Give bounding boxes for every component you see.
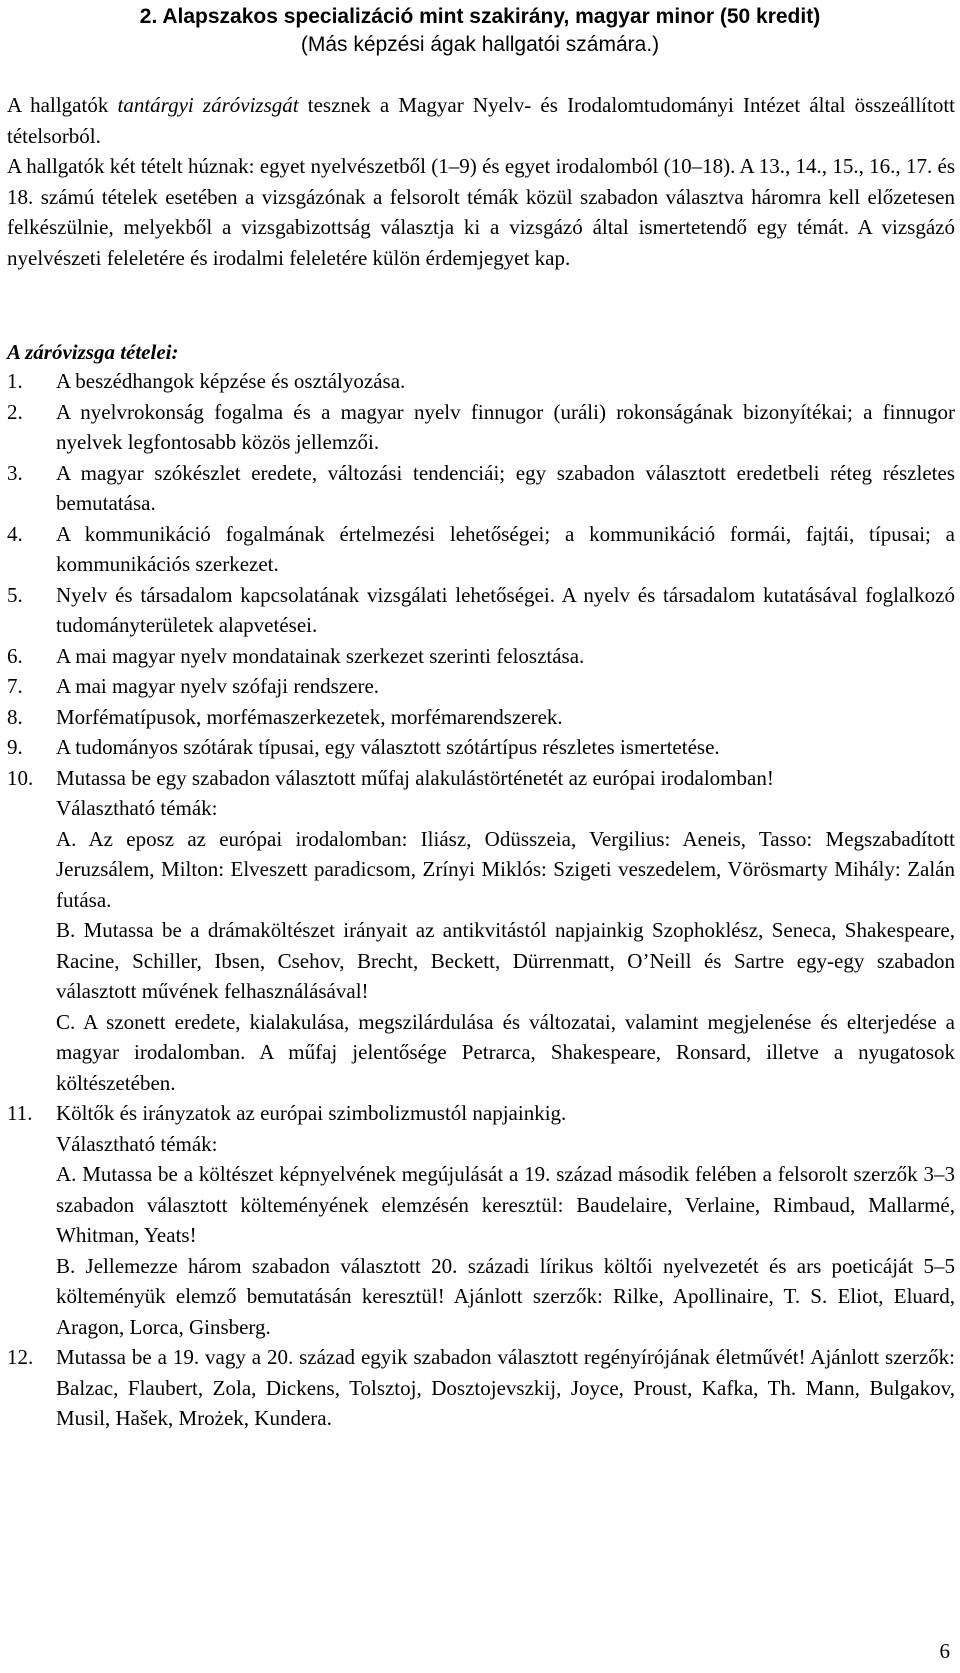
item-text: A tudományos szótárak típusai, egy választott szótártípus részletes ismertetése. — [56, 735, 720, 759]
page-subtitle: (Más képzési ágak hallgatói számára.) — [300, 33, 660, 56]
section-heading: A záróvizsga tételei: — [7, 340, 179, 364]
item-body — [56, 671, 955, 702]
item-text: Morfématípusok, morfémaszerkezetek, morfémarendszerek. — [56, 704, 563, 729]
intro-text: A hallgatók két tételt húznak: egyet nyelvészetből (1–9) és egyet irodalomból (10–18). A 13., 14., 15., 16., 17. és 18. számú tételek esetében a vizsgázónak a felsorolt témák közül szabadon választva háromra kell előzetesen felkészülnie, melyekből a vizsgabizottság választja ki a vizsgázó által ismertetendő egy témát. A vizsgázó nyelvészeti feleletére és irodalmi feleletére külön érdemjegyet kap. — [7, 154, 955, 270]
item-text: Nyelv és társadalom kapcsolatának vizsgálati lehetőségei. A nyelv és társadalom kutatásával foglalkozó tudományterületek alapvetései. — [56, 582, 955, 637]
item-body — [56, 519, 955, 580]
item-body — [56, 458, 955, 519]
item-text: A beszédhangok képzése és osztályozása. — [56, 369, 406, 393]
topic-option: B. Mutassa be a drámaköltészet irányait az antikvitástól napjainkig Szophoklész, Seneca, Shakespeare, Racine, Schiller, Ibsen, Csehov, Brecht, Beckett, Dürrenmatt, O’Neill és Sartre egy-egy szabadon választott művének felhasználásával! — [56, 918, 955, 1003]
item-number: 5. — [7, 582, 23, 607]
item-number: 7. — [7, 674, 23, 698]
topics-label: Választható témák: — [56, 796, 218, 820]
intro-emphasis: tantárgyi záróvizsgát — [117, 93, 299, 117]
item-text: Mutassa be egy szabadon választott műfaj alakulástörténetét az európai irodalomban! — [56, 765, 774, 790]
item-body — [56, 580, 955, 641]
intro-paragraph-1 — [7, 90, 955, 151]
item-number: 11. — [7, 1101, 33, 1125]
item-number: 1. — [7, 369, 23, 393]
item-body — [56, 732, 955, 763]
item-number: 6. — [7, 643, 23, 668]
item-body — [56, 641, 955, 672]
page-title: 2. Alapszakos specializáció mint szakirány, magyar minor (50 kredit) — [139, 5, 821, 28]
item-body — [56, 763, 955, 1099]
intro-text: tesznek a Magyar Nyelv- és Irodalomtudományi Intézet által összeállított tételsorból. — [7, 93, 955, 148]
item-text: Mutassa be a 19. vagy a 20. század egyik szabadon választott regényírójának életművét! Ajánlott szerzők: Balzac, Flaubert, Zola, Dickens, Tolsztoj, Dosztojevszkij, Joyce, Proust, Kafka, Th. Mann, Bulgakov, Musil, Hašek, Mrożek, Kundera. — [56, 1345, 955, 1430]
list-item — [7, 702, 955, 733]
item-number: 3. — [7, 460, 23, 485]
intro-text: A hallgatók — [7, 93, 118, 117]
list-item — [7, 1098, 955, 1342]
list-item — [7, 671, 955, 702]
list-item — [7, 519, 955, 580]
item-number: 4. — [7, 521, 23, 546]
item-body — [56, 366, 955, 397]
item-body — [56, 397, 955, 458]
exam-topic-list — [7, 366, 955, 1434]
topic-option: C. A szonett eredete, kialakulása, megszilárdulása és változatai, valamint megjelenése és elterjedése a magyar irodalomban. A műfaj jelentősége Petrarca, Shakespeare, Ronsard, illetve a nyugatosok költészetében. — [56, 1009, 955, 1095]
item-text: Költők és irányzatok az európai szimbolizmustól napjainkig. — [56, 1101, 567, 1125]
item-number: 10. — [7, 765, 34, 790]
item-number: 9. — [7, 735, 23, 759]
item-body — [56, 702, 955, 733]
item-number: 12. — [7, 1345, 34, 1369]
item-text: A nyelvrokonság fogalma és a magyar nyelv finnugor (uráli) rokonságának bizonyítékai; a finnugor nyelvek legfontosabb közös jellemzői. — [56, 399, 955, 454]
item-body — [56, 1098, 955, 1342]
list-item — [7, 1342, 955, 1434]
list-item — [7, 732, 955, 763]
topic-option: B. Jellemezze három szabadon választott 20. századi lírikus költői nyelvezetét és ars poeticáját 5–5 költeményük elemző bemutatásán keresztül! Ajánlott szerzők: Rilke, Apollinaire, T. S. Eliot, Eluard, Aragon, Lorca, Ginsberg. — [56, 1253, 955, 1339]
item-body — [56, 1342, 955, 1434]
topic-option: A. Mutassa be a költészet képnyelvének megújulását a 19. század második felében a felsorolt szerzők 3–3 szabadon választott költeményének elemzésén keresztül: Baudelaire, Verlaine, Rimbaud, Mallarmé, Whitman, Yeats! — [56, 1162, 955, 1247]
item-text: A mai magyar nyelv szófaji rendszere. — [56, 674, 380, 698]
item-number: 8. — [7, 704, 23, 729]
list-item — [7, 397, 955, 458]
list-item — [7, 641, 955, 672]
list-item — [7, 458, 955, 519]
list-item — [7, 763, 955, 1099]
list-item — [7, 580, 955, 641]
list-item — [7, 366, 955, 397]
item-text: A kommunikáció fogalmának értelmezési lehetőségei; a kommunikáció formái, fajtái, típusai; a kommunikációs szerkezet. — [56, 521, 955, 576]
page-number: 6 — [939, 1639, 950, 1663]
item-number: 2. — [7, 399, 23, 424]
topics-label: Választható témák: — [56, 1131, 218, 1156]
item-text: A magyar szókészlet eredete, változási tendenciái; egy szabadon választott eredetbeli réteg részletes bemutatása. — [56, 460, 955, 515]
item-text: A mai magyar nyelv mondatainak szerkezet szerinti felosztása. — [56, 643, 585, 668]
topic-option: A. Az eposz az európai irodalomban: Iliász, Odüsszeia, Vergilius: Aeneis, Tasso: Megszabadított Jeruzsálem, Milton: Elveszett paradicsom, Zrínyi Miklós: Szigeti veszedelem, Vörösmarty Mihály: Zalán futása. — [56, 826, 955, 912]
intro-paragraph-2 — [7, 151, 955, 273]
